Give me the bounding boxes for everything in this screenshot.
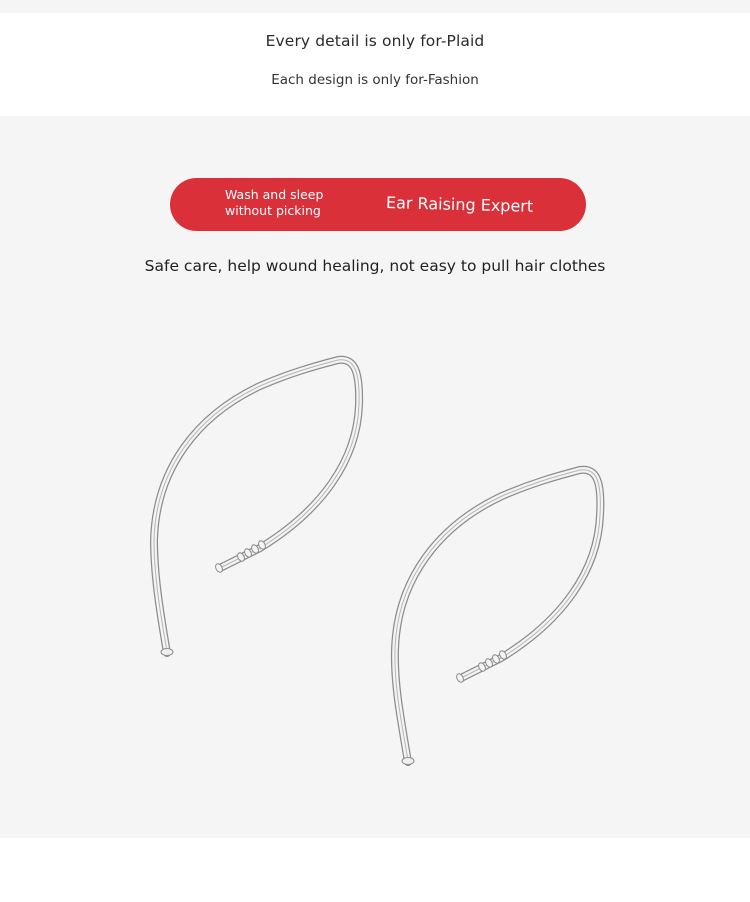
caption: Safe care, help wound healing, not easy to pull hair clothes <box>144 257 606 275</box>
pill-small-line-1: Wash and sleep <box>225 187 324 202</box>
earring-right <box>395 470 600 765</box>
subline: Each design is only for-Fashion <box>271 72 479 88</box>
pill-big-label: Ear Raising Expert <box>385 193 534 216</box>
earring-left <box>154 360 359 656</box>
pill-small-line-2: without picking <box>225 203 321 218</box>
headline: Every detail is only for-Plaid <box>265 32 485 50</box>
